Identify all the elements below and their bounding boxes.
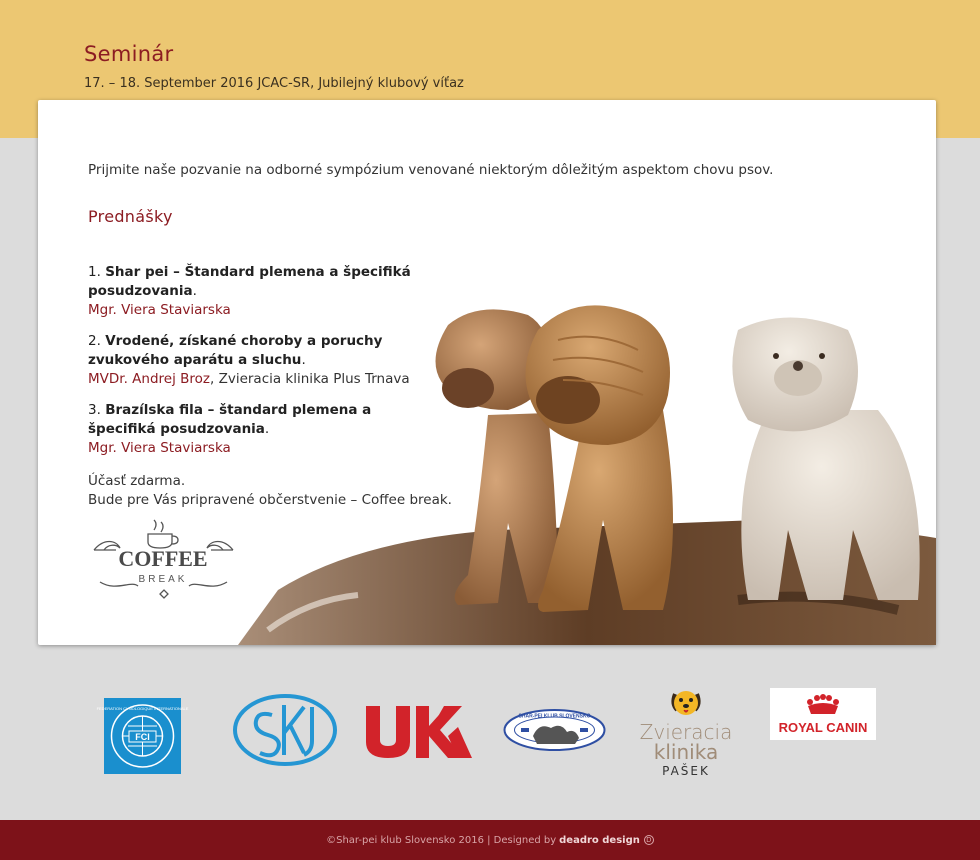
coffee-logo-title: COFFEE [118,546,208,571]
skj-logo[interactable] [232,693,338,767]
clinic-line-3: PAŠEK [662,764,710,778]
fci-logo[interactable] [96,698,189,774]
coffee-break-logo [86,520,241,602]
ukk-logo[interactable] [366,706,472,758]
lecture-title: Shar pei – Štandard plemena a špecifiká posudzovania [88,264,411,299]
footer-copyright: ©Shar-pei klub Slovensko 2016 | Designed by [326,834,557,846]
sponsor-logos [0,680,980,790]
coffee-logo-subtitle: BREAK [138,574,188,585]
lecture-item: 2. Vrodené, získané choroby a poruchy zvukového aparátu a sluchu. MVDr. Andrej Broz, Zvieracia klinika Plus Trnava [88,333,410,387]
lecture-title: Brazílska fila – štandard plemena a špecifiká posudzovania [88,402,372,437]
royal-canin-text: ROYAL CANIN [778,720,868,735]
page-subtitle: 17. – 18. September 2016 JCAC-SR, Jubilejný klubový víťaz [84,76,464,91]
sharpei-club-logo[interactable] [503,708,606,752]
designer-badge-icon: D [644,835,654,845]
lecture-speaker: Mgr. Viera Staviarska [88,302,231,318]
lecture-organization: , Zvieracia klinika Plus Trnava [210,371,410,387]
refreshments-text: Bude pre Vás pripravené občerstvenie – Coffee break. [88,492,452,508]
page-title: Seminár [84,42,174,66]
sharpei-dogs-photo [238,270,936,645]
dog-face-icon [669,688,703,718]
lectures-heading: Prednášky [88,207,173,226]
content-card [38,100,936,645]
lecture-item: 3. Brazílska fila – štandard plemena a špecifiká posudzovania. Mgr. Viera Staviarska [88,402,372,456]
fci-ring-text: FEDERATION CYNOLOGIQUE INTERNATIONALE [96,706,189,711]
lecture-title: Vrodené, získané choroby a poruchy zvukového aparátu a sluchu [88,333,383,368]
royal-canin-logo[interactable] [770,688,876,740]
clinic-line-2: klinika [653,740,719,764]
clinic-line-1: Zvieracia [639,720,733,744]
fci-text: FCI [135,732,150,742]
skj-text: SKJ [284,766,286,767]
attendance-text: Účasť zdarma. [88,473,186,489]
lecture-speaker: Mgr. Viera Staviarska [88,440,231,456]
footer [0,820,980,860]
sharpei-club-text: SHAR-PEI KLUB SLOVENSKO [518,713,591,720]
zvieracia-klinika-logo[interactable] [638,688,734,778]
lecture-item: 1. Shar pei – Štandard plemena a špecifiká posudzovania. Mgr. Viera Staviarska [88,264,411,318]
lecture-speaker: MVDr. Andrej Broz [88,371,210,387]
intro-text: Prijmite naše pozvanie na odborné sympózium venované niektorým dôležitým aspektom chovu psov. [88,162,774,178]
designer-link[interactable]: deadro design [559,834,640,846]
